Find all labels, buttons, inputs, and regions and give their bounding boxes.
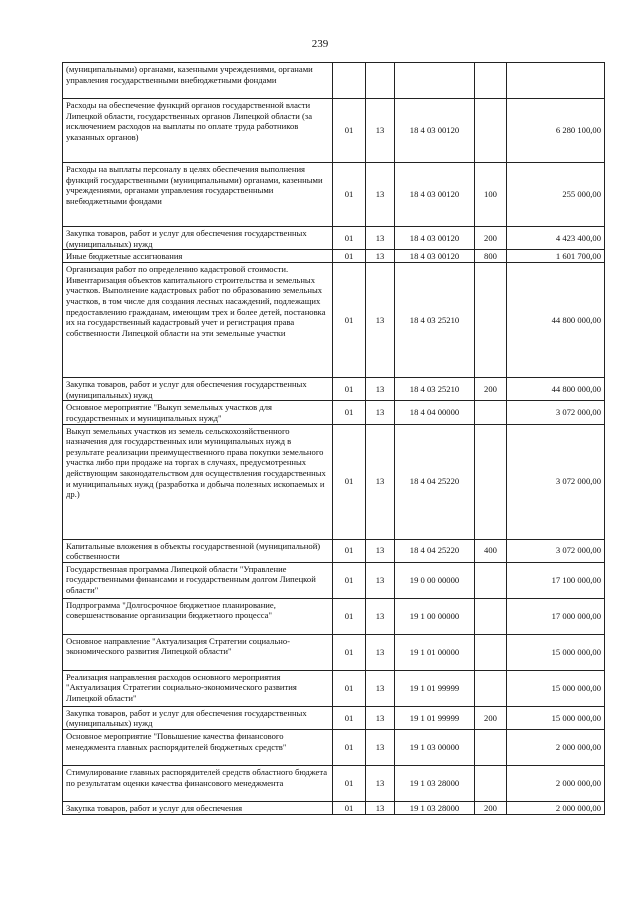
- row-amount: 3 072 000,00: [507, 539, 605, 562]
- table-row: [63, 598, 605, 634]
- row-description: Расходы на выплаты персоналу в целях обеспечения выполнения функций государственными (муниципальными) органами, казенными учреждениями, органами управления государственными внебюджетными фондами: [63, 163, 333, 227]
- row-amount: 3 072 000,00: [507, 401, 605, 424]
- table-row: [63, 424, 605, 539]
- row-description: Иные бюджетные ассигнования: [63, 250, 333, 263]
- row-description: Стимулирование главных распорядителей средств областного бюджета по результатам оценки качества финансового менеджмента: [63, 765, 333, 801]
- row-amount: 15 000 000,00: [507, 706, 605, 729]
- row-section-code: 01: [333, 729, 366, 765]
- row-subsection-code: 13: [366, 424, 395, 539]
- row-subsection-code: 13: [366, 598, 395, 634]
- row-target-code: 18 4 03 00120: [395, 227, 475, 250]
- row-amount: 44 800 000,00: [507, 263, 605, 378]
- row-expense-type-code: 200: [475, 706, 507, 729]
- row-section-code: 01: [333, 163, 366, 227]
- table-row: [63, 765, 605, 801]
- table-row: [63, 263, 605, 378]
- row-description: Реализация направления расходов основного мероприятия "Актуализация Стратегии социально-экономического развития Липецкой области": [63, 670, 333, 706]
- row-target-code: 19 1 03 28000: [395, 765, 475, 801]
- row-subsection-code: 13: [366, 670, 395, 706]
- row-subsection-code: 13: [366, 227, 395, 250]
- row-section-code: [333, 63, 366, 99]
- row-target-code: 18 4 03 00120: [395, 163, 475, 227]
- row-description: Закупка товаров, работ и услуг для обеспечения государственных (муниципальных) нужд: [63, 706, 333, 729]
- row-section-code: 01: [333, 765, 366, 801]
- row-amount: 1 601 700,00: [507, 250, 605, 263]
- row-description: Капитальные вложения в объекты государственной (муниципальной) собственности: [63, 539, 333, 562]
- row-subsection-code: 13: [366, 401, 395, 424]
- row-section-code: 01: [333, 634, 366, 670]
- row-subsection-code: 13: [366, 163, 395, 227]
- row-amount: 15 000 000,00: [507, 670, 605, 706]
- row-amount: 17 000 000,00: [507, 598, 605, 634]
- row-target-code: 18 4 04 25220: [395, 424, 475, 539]
- table-row: [63, 562, 605, 598]
- row-amount: 255 000,00: [507, 163, 605, 227]
- row-expense-type-code: [475, 401, 507, 424]
- row-expense-type-code: 200: [475, 227, 507, 250]
- row-description: Закупка товаров, работ и услуг для обеспечения государственных (муниципальных) нужд: [63, 227, 333, 250]
- row-expense-type-code: [475, 765, 507, 801]
- row-subsection-code: 13: [366, 729, 395, 765]
- table-row: [63, 670, 605, 706]
- row-description: Основное мероприятие "Выкуп земельных участков для государственных и муниципальных нужд": [63, 401, 333, 424]
- row-section-code: 01: [333, 539, 366, 562]
- table-row: [63, 163, 605, 227]
- row-amount: 2 000 000,00: [507, 729, 605, 765]
- row-target-code: 18 4 03 25210: [395, 263, 475, 378]
- row-section-code: 01: [333, 670, 366, 706]
- table-row: [63, 706, 605, 729]
- row-target-code: 19 1 03 28000: [395, 801, 475, 814]
- row-section-code: 01: [333, 99, 366, 163]
- row-subsection-code: 13: [366, 378, 395, 401]
- row-target-code: 18 4 03 00120: [395, 99, 475, 163]
- row-section-code: 01: [333, 401, 366, 424]
- row-target-code: 18 4 03 00120: [395, 250, 475, 263]
- row-expense-type-code: [475, 424, 507, 539]
- row-section-code: 01: [333, 562, 366, 598]
- row-expense-type-code: [475, 598, 507, 634]
- row-description: Государственная программа Липецкой области "Управление государственными финансами и государственным долгом Липецкой области": [63, 562, 333, 598]
- table-row: [63, 227, 605, 250]
- row-expense-type-code: [475, 729, 507, 765]
- row-description: Закупка товаров, работ и услуг для обеспечения государственных (муниципальных) нужд: [63, 378, 333, 401]
- row-amount: 17 100 000,00: [507, 562, 605, 598]
- row-subsection-code: 13: [366, 562, 395, 598]
- table-row: [63, 801, 605, 814]
- table-row: [63, 634, 605, 670]
- budget-table: [62, 62, 605, 815]
- row-description: Расходы на обеспечение функций органов государственной власти Липецкой области, государственных органов Липецкой области (за исключением расходов на выплаты по оплате труда работников указанных органов): [63, 99, 333, 163]
- row-target-code: 19 1 03 00000: [395, 729, 475, 765]
- row-target-code: 19 1 00 00000: [395, 598, 475, 634]
- row-description: Подпрограмма "Долгосрочное бюджетное планирование, совершенствование организации бюджетного процесса": [63, 598, 333, 634]
- row-amount: [507, 63, 605, 99]
- budget-table-body: [63, 63, 605, 815]
- row-amount: 3 072 000,00: [507, 424, 605, 539]
- row-description: Основное направление "Актуализация Стратегии социально-экономического развития Липецкой области": [63, 634, 333, 670]
- row-expense-type-code: 100: [475, 163, 507, 227]
- row-target-code: 18 4 03 25210: [395, 378, 475, 401]
- row-description: Закупка товаров, работ и услуг для обеспечения: [63, 801, 333, 814]
- table-row: [63, 729, 605, 765]
- row-section-code: 01: [333, 598, 366, 634]
- row-target-code: [395, 63, 475, 99]
- row-description: Выкуп земельных участков из земель сельскохозяйственного назначения для государственных или муниципальных нужд в результате реализации преимущественного права покупки земельного участка либо при продаже на торгах в случаях, предусмотренных действующим законодательством для осуществления государственных и муниципальных нужд (разработка и добыча полезных ископаемых и др.): [63, 424, 333, 539]
- table-row: [63, 99, 605, 163]
- row-amount: 15 000 000,00: [507, 634, 605, 670]
- row-expense-type-code: [475, 263, 507, 378]
- row-expense-type-code: 200: [475, 378, 507, 401]
- row-section-code: 01: [333, 801, 366, 814]
- table-row: [63, 63, 605, 99]
- row-expense-type-code: 800: [475, 250, 507, 263]
- row-target-code: 18 4 04 00000: [395, 401, 475, 424]
- row-amount: 2 000 000,00: [507, 801, 605, 814]
- row-subsection-code: 13: [366, 263, 395, 378]
- row-subsection-code: 13: [366, 706, 395, 729]
- row-subsection-code: [366, 63, 395, 99]
- page-number: 239: [311, 38, 329, 50]
- table-row: [63, 539, 605, 562]
- row-target-code: 18 4 04 25220: [395, 539, 475, 562]
- row-subsection-code: 13: [366, 250, 395, 263]
- row-expense-type-code: [475, 562, 507, 598]
- row-expense-type-code: [475, 634, 507, 670]
- row-amount: 2 000 000,00: [507, 765, 605, 801]
- row-expense-type-code: 400: [475, 539, 507, 562]
- row-target-code: 19 1 01 99999: [395, 670, 475, 706]
- row-expense-type-code: 200: [475, 801, 507, 814]
- row-section-code: 01: [333, 378, 366, 401]
- row-subsection-code: 13: [366, 765, 395, 801]
- row-expense-type-code: [475, 63, 507, 99]
- row-subsection-code: 13: [366, 634, 395, 670]
- row-section-code: 01: [333, 227, 366, 250]
- table-row: [63, 401, 605, 424]
- row-amount: 4 423 400,00: [507, 227, 605, 250]
- table-row: [63, 250, 605, 263]
- row-section-code: 01: [333, 250, 366, 263]
- row-section-code: 01: [333, 263, 366, 378]
- row-section-code: 01: [333, 424, 366, 539]
- row-target-code: 19 1 01 99999: [395, 706, 475, 729]
- row-expense-type-code: [475, 670, 507, 706]
- row-subsection-code: 13: [366, 99, 395, 163]
- row-amount: 6 280 100,00: [507, 99, 605, 163]
- row-subsection-code: 13: [366, 539, 395, 562]
- row-amount: 44 800 000,00: [507, 378, 605, 401]
- row-description: Организация работ по определению кадастровой стоимости. Инвентаризация объектов капитального строительства и земельных участков. Выполнение кадастровых работ по образованию земельных участков, в том числе для создания лесных насаждений, подлежащих предоставлению гражданам, имеющим трех и более детей, постановка их на государственный кадастровый учет и регистрация права собственности Липецкой области на эти земельные участки: [63, 263, 333, 378]
- row-description: Основное мероприятие "Повышение качества финансового менеджмента главных распорядителей бюджетных средств": [63, 729, 333, 765]
- row-description: (муниципальными) органами, казенными учреждениями, органами управления государственными внебюджетными фондами: [63, 63, 333, 99]
- row-target-code: 19 0 00 00000: [395, 562, 475, 598]
- row-expense-type-code: [475, 99, 507, 163]
- table-row: [63, 378, 605, 401]
- row-subsection-code: 13: [366, 801, 395, 814]
- row-target-code: 19 1 01 00000: [395, 634, 475, 670]
- row-section-code: 01: [333, 706, 366, 729]
